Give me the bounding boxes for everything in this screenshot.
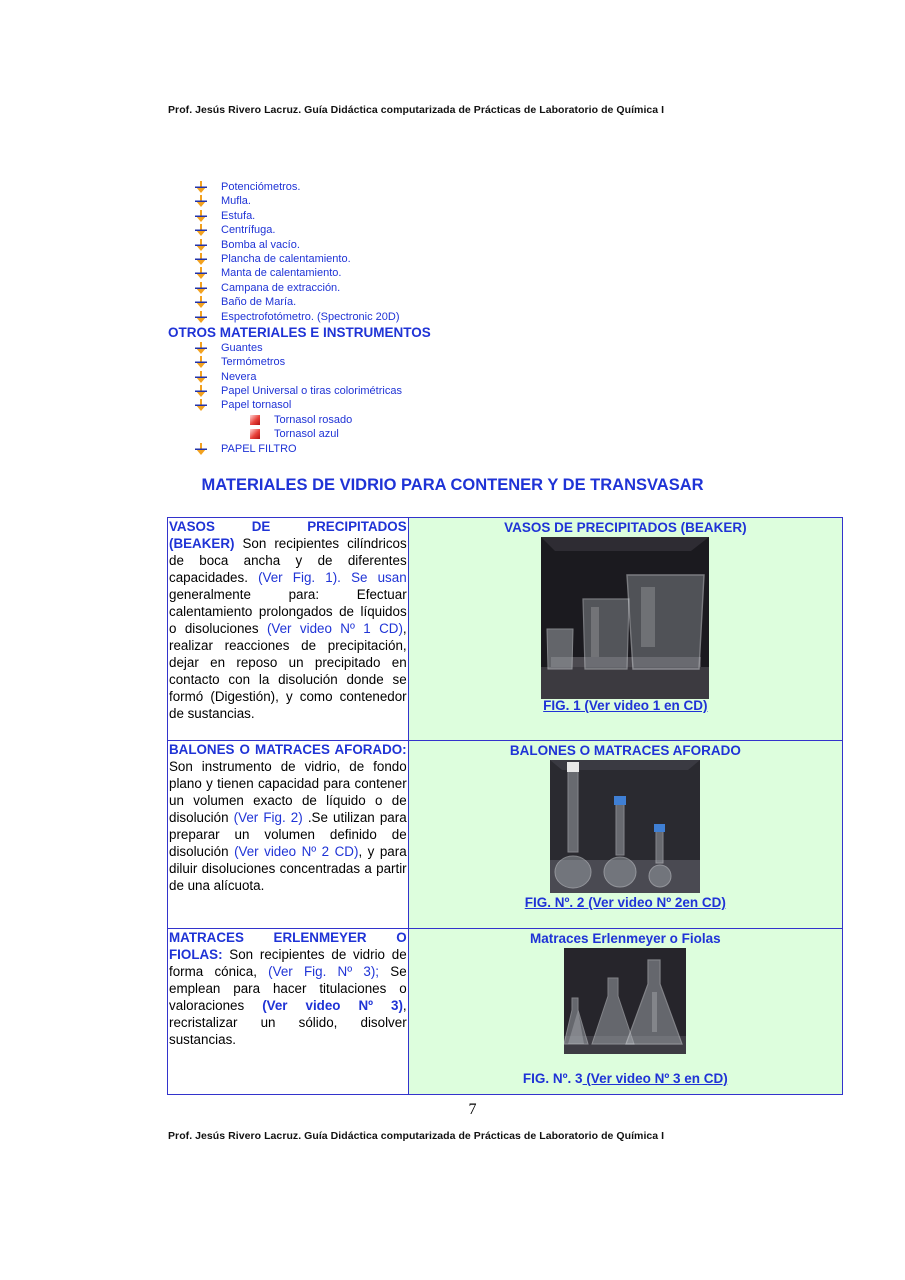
video-reference: (Ver video Nº 2 CD) [234, 844, 359, 859]
figure-reference: (Ver Fig. Nº 3); [268, 964, 380, 979]
list-item-label: Estufa. [221, 209, 256, 222]
arrow-bullet-icon [195, 399, 207, 411]
volumetric-flask-photo [550, 760, 700, 893]
list-item-label: Centrífuga. [221, 224, 276, 237]
arrow-bullet-icon [195, 296, 207, 308]
list-item-label: Plancha de calentamiento. [221, 252, 351, 265]
list-item-label: Guantes [221, 341, 263, 354]
page-header: Prof. Jesús Rivero Lacruz. Guía Didáctica computarizada de Prácticas de Laboratorio de Química I [168, 104, 665, 116]
list-item [168, 180, 808, 194]
list-item-label: Mufla. [221, 195, 251, 208]
table-row [168, 741, 843, 929]
video-reference: (Ver video Nº 3) [262, 998, 403, 1013]
list-item-label: Manta de calentamiento. [221, 267, 342, 280]
image-title: Matraces Erlenmeyer o Fiolas [530, 931, 721, 946]
description-cell [168, 929, 409, 1095]
list-item-label: Espectrofotómetro. (Spectronic 20D) [221, 310, 400, 323]
arrow-bullet-icon [195, 311, 207, 323]
list-item [168, 341, 808, 355]
list-item-label: Nevera [221, 370, 257, 383]
materials-table [167, 517, 843, 1095]
description-text: , y para diluir disoluciones concentradas a partir de una alícuota. [169, 844, 407, 893]
arrow-bullet-icon [195, 195, 207, 207]
figure-caption [409, 1070, 842, 1087]
arrow-bullet-icon [195, 210, 207, 222]
arrow-bullet-icon [195, 443, 207, 455]
section-heading: OTROS MATERIALES E INSTRUMENTOS [168, 324, 431, 340]
list-item [168, 223, 808, 237]
arrow-bullet-icon [195, 342, 207, 354]
description-text: Son instrumento de vidrio, de fondo plano y tienen capacidad para contener un volumen exacto de líquido o de disolución [169, 759, 407, 825]
figure-reference: (Ver Fig. 1). Se usan [258, 570, 407, 585]
list-item-label: Bomba al vacío. [221, 238, 300, 251]
list-item [168, 442, 808, 456]
image-title: BALONES O MATRACES AFORADO [509, 743, 741, 758]
description-text: , realizar reacciones de precipitación, dejar en reposo un precipitado en contacto con la disolución donde se formó (Digestión), y como contenedor de sustancias. [169, 621, 407, 721]
sub-list-item [168, 413, 808, 427]
image-title: VASOS DE PRECIPITADOS (BEAKER) [504, 520, 747, 535]
image-cell [408, 518, 842, 741]
arrow-bullet-icon [195, 282, 207, 294]
red-square-bullet-icon [250, 415, 260, 425]
beaker-photo [541, 537, 709, 699]
list-item [168, 370, 808, 384]
arrow-bullet-icon [195, 181, 207, 193]
list-item [168, 398, 808, 412]
description-text: Son recipientes de vidrio de forma cónica, [169, 947, 407, 979]
table-row [168, 518, 843, 741]
page-number: 7 [468, 1101, 477, 1118]
page-footer: Prof. Jesús Rivero Lacruz. Guía Didáctica computarizada de Prácticas de Laboratorio de Química I [168, 1130, 665, 1142]
list-item [168, 281, 808, 295]
image-cell [408, 741, 842, 929]
image-cell [408, 929, 842, 1095]
list-item [168, 295, 808, 309]
term-label: MATRACES ERLENMEYER O FIOLAS: [169, 930, 407, 962]
equipment-list [168, 180, 808, 456]
list-item-label: Campana de extracción. [221, 281, 341, 294]
arrow-bullet-icon [195, 267, 207, 279]
sub-list-item [168, 427, 808, 441]
list-item [168, 238, 808, 252]
red-square-bullet-icon [250, 429, 260, 439]
list-item [168, 209, 808, 223]
table-row [168, 929, 843, 1095]
arrow-bullet-icon [195, 239, 207, 251]
figure-caption[interactable]: FIG. Nº. 2 (Ver video Nº 2en CD) [524, 895, 726, 910]
list-item [168, 310, 808, 324]
description-cell [168, 518, 409, 741]
description-text: Se emplean para hacer titulaciones o valoraciones [169, 964, 407, 1013]
sub-list-item-label: Tornasol azul [274, 428, 339, 441]
arrow-bullet-icon [195, 224, 207, 236]
arrow-bullet-icon [195, 356, 207, 368]
list-item [168, 384, 808, 398]
list-item [168, 194, 808, 208]
sub-list-item-label: Tornasol rosado [274, 413, 353, 426]
description-text: Son recipientes cilíndricos de boca ancha y de diferentes capacidades. [169, 536, 407, 585]
erlenmeyer-flask-photo [564, 948, 686, 1054]
list-item [168, 355, 808, 369]
list-item-label: Baño de María. [221, 296, 297, 309]
description-cell [168, 741, 409, 929]
arrow-bullet-icon [195, 371, 207, 383]
figure-caption-prefix: FIG. Nº. 3 [522, 1071, 583, 1086]
term-label: BALONES O MATRACES AFORADO: [169, 742, 407, 757]
list-item [168, 252, 808, 266]
list-item-label: Termómetros [221, 356, 286, 369]
arrow-bullet-icon [195, 385, 207, 397]
arrow-bullet-icon [195, 253, 207, 265]
description-text: , recristalizar un sólido, disolver sustancias. [169, 998, 407, 1047]
list-item [168, 266, 808, 280]
figure-reference: (Ver Fig. 2) [233, 810, 303, 825]
description-text: .Se utilizan para preparar un volumen definido de disolución [169, 810, 407, 859]
main-title: MATERIALES DE VIDRIO PARA CONTENER Y DE TRANSVASAR [201, 476, 704, 494]
video-reference: (Ver video Nº 1 CD) [266, 621, 403, 636]
list-item-label: Potenciómetros. [221, 181, 301, 193]
figure-caption-link[interactable]: (Ver video Nº 3 en CD) [582, 1071, 728, 1086]
description-text: generalmente para: Efectuar calentamiento prolongados de líquidos o disoluciones [169, 587, 407, 636]
list-item-label: PAPEL FILTRO [221, 442, 297, 455]
figure-caption[interactable]: FIG. 1 (Ver video 1 en CD) [543, 698, 708, 713]
list-item-label: Papel Universal o tiras colorimétricas [221, 385, 402, 398]
list-item-label: Papel tornasol [221, 399, 292, 412]
term-label: VASOS DE PRECIPITADOS (BEAKER) [169, 519, 407, 551]
